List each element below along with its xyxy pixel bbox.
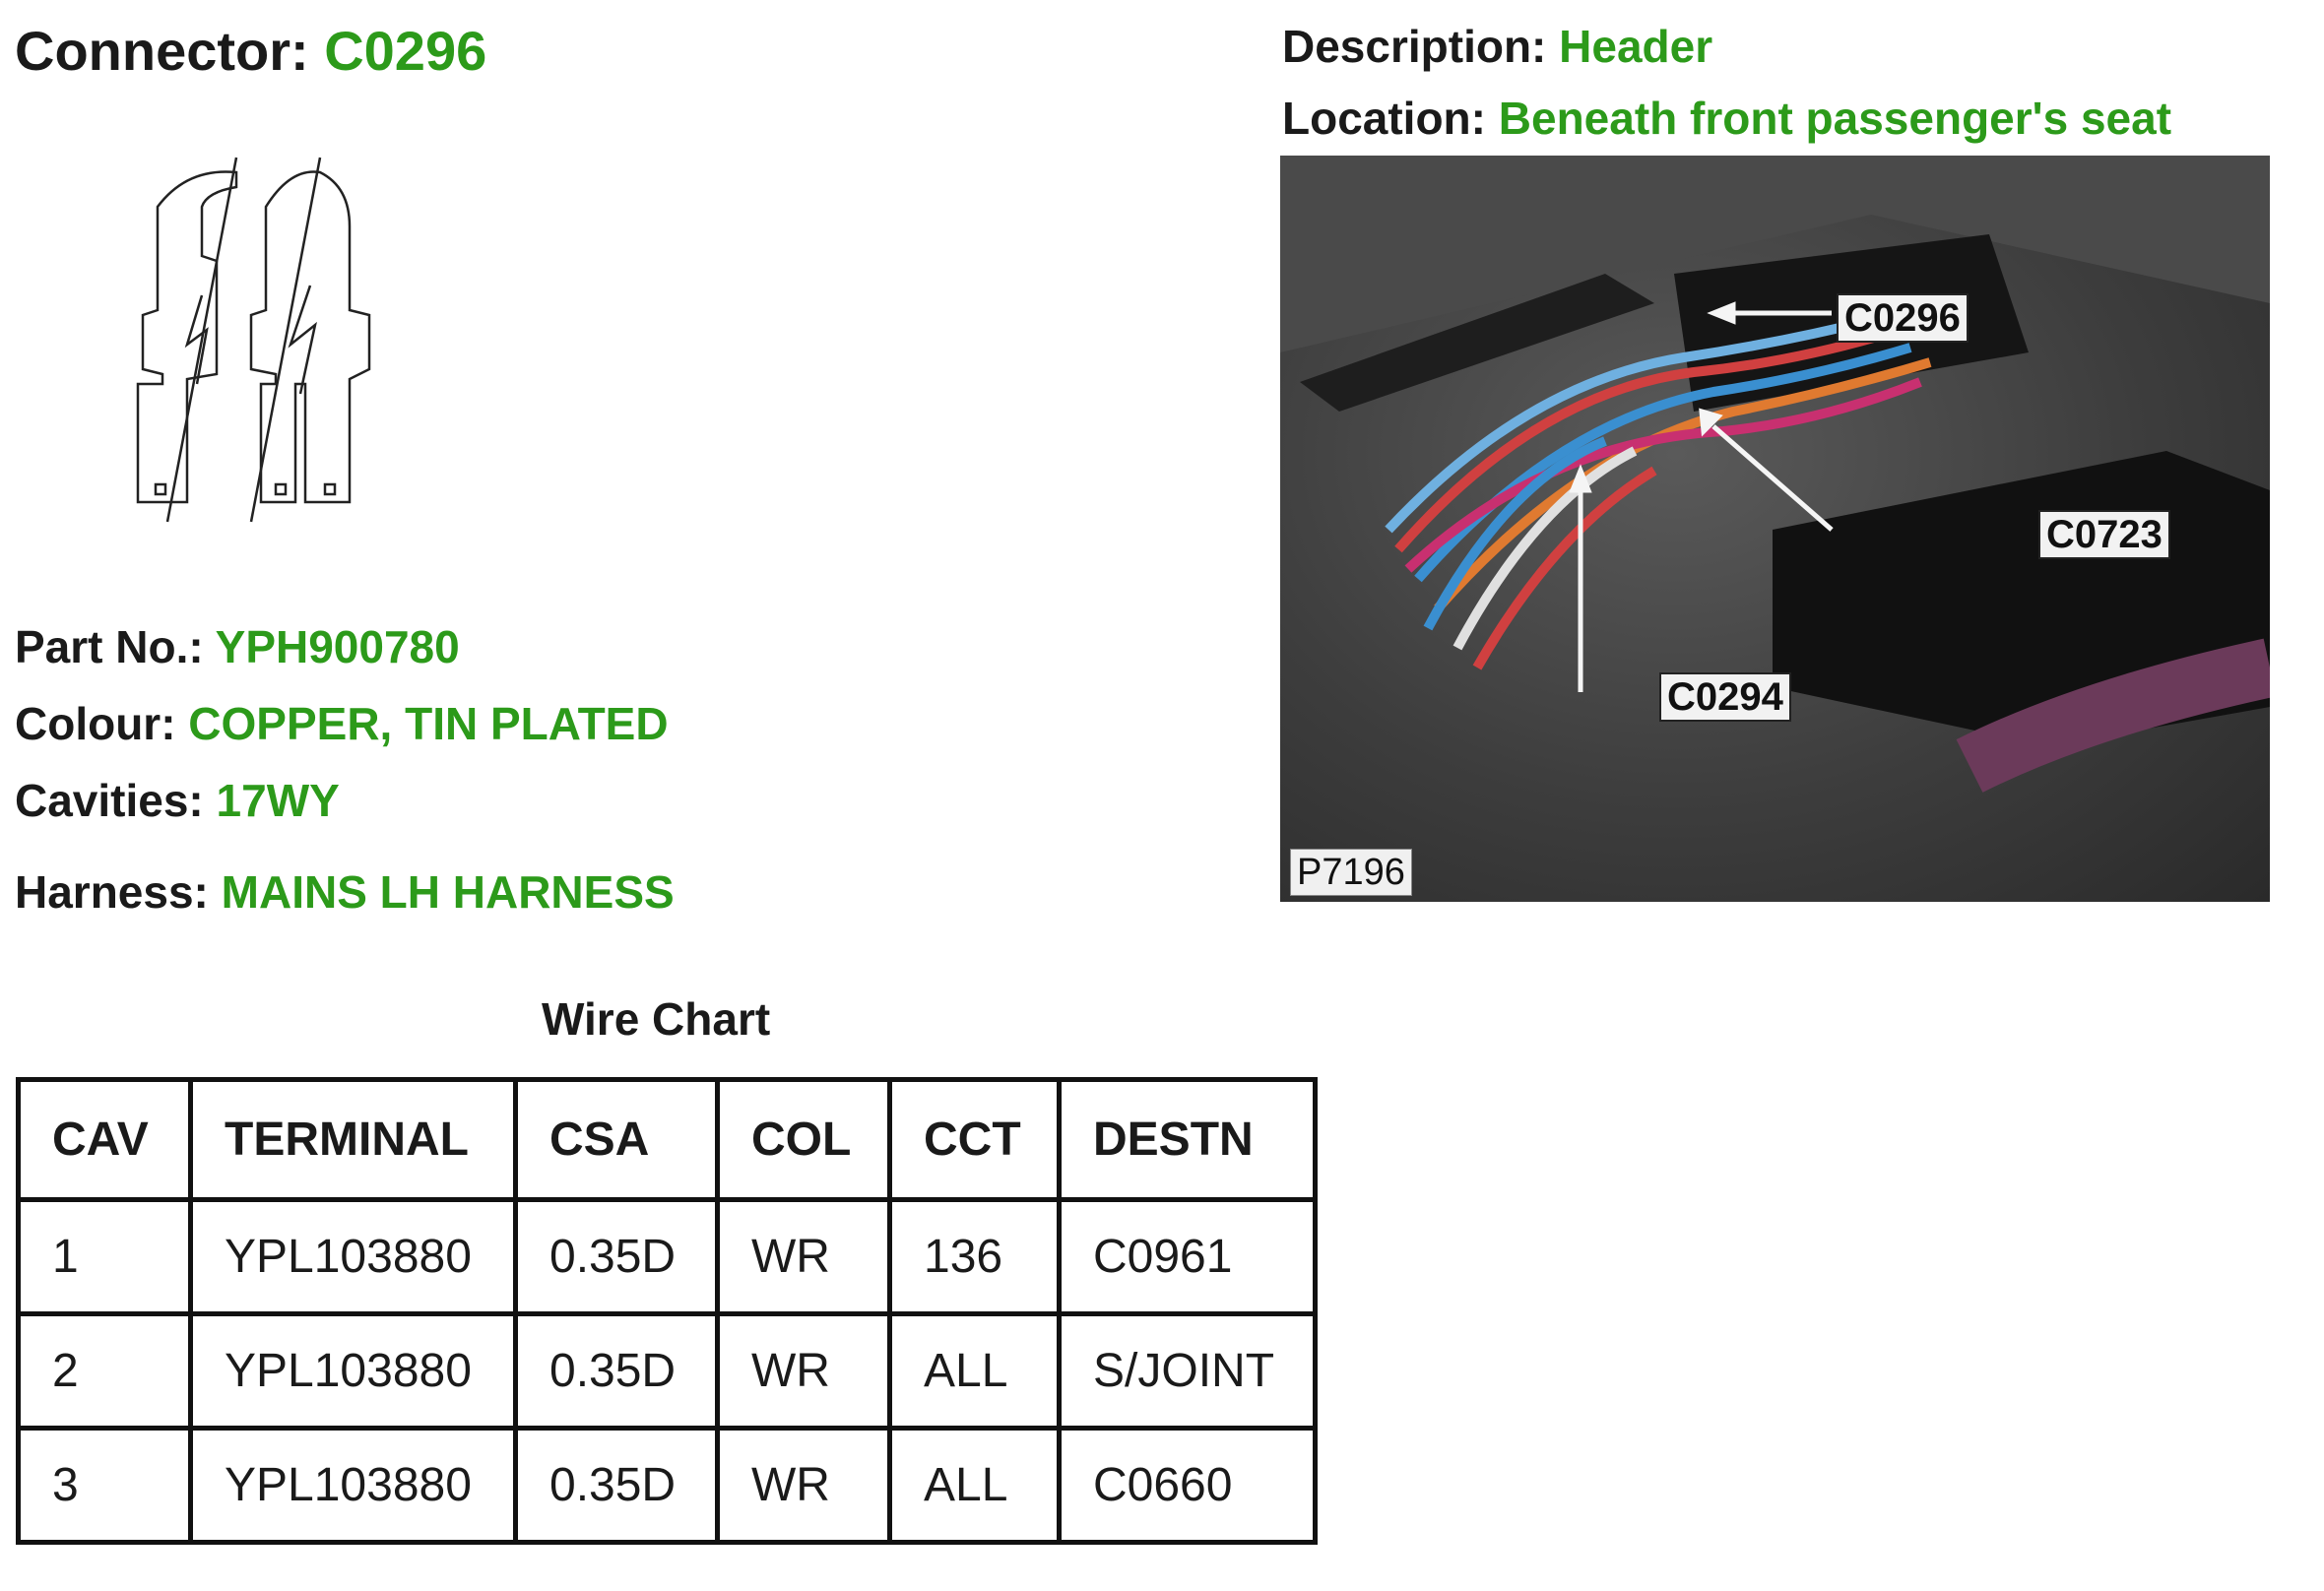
description-value: Header	[1559, 21, 1713, 72]
table-header-row	[19, 1080, 1316, 1200]
table-cell: WR	[718, 1314, 890, 1429]
location-photo	[1280, 156, 2270, 902]
table-cell: YPL103880	[191, 1429, 516, 1543]
table-cell: 0.35D	[516, 1314, 718, 1429]
table-cell: 2	[19, 1314, 191, 1429]
column-header-cct: CCT	[890, 1080, 1060, 1200]
table-row	[19, 1200, 1316, 1314]
harness-field	[15, 866, 675, 918]
table-cell: 0.35D	[516, 1200, 718, 1314]
colour-field	[15, 698, 669, 749]
table-cell: 3	[19, 1429, 191, 1543]
colour-value: COPPER, TIN PLATED	[188, 698, 669, 749]
colour-label: Colour:	[15, 698, 176, 749]
lightning-mark	[290, 286, 315, 394]
connector-field	[15, 20, 487, 82]
wire-chart-title: Wire Chart	[542, 993, 771, 1045]
table-cell: WR	[718, 1200, 890, 1314]
column-header-col: COL	[718, 1080, 890, 1200]
location-value: Beneath front passenger's seat	[1498, 93, 2172, 144]
table-cell: ALL	[890, 1314, 1060, 1429]
terminal-shape-right	[251, 171, 369, 502]
column-header-csa: CSA	[516, 1080, 718, 1200]
harness-value: MAINS LH HARNESS	[221, 866, 675, 918]
table-cell: C0660	[1060, 1429, 1316, 1543]
photo-reference-id: P7196	[1290, 849, 1412, 896]
cavities-field	[15, 775, 340, 826]
terminal-shape-left	[138, 171, 236, 502]
table-row	[19, 1314, 1316, 1429]
callout-c0296: C0296	[1837, 293, 1969, 343]
table-cell: 136	[890, 1200, 1060, 1314]
callout-c0723: C0723	[2038, 510, 2170, 559]
part-number-label: Part No.:	[15, 621, 204, 672]
cavities-label: Cavities:	[15, 775, 204, 826]
description-field	[1282, 21, 1713, 72]
table-cell: C0961	[1060, 1200, 1316, 1314]
cut-line	[251, 158, 320, 522]
location-field	[1282, 93, 2172, 144]
table-cell: WR	[718, 1429, 890, 1543]
part-number-field	[15, 621, 460, 672]
description-label: Description:	[1282, 21, 1547, 72]
column-header-destn: DESTN	[1060, 1080, 1316, 1200]
harness-label: Harness:	[15, 866, 209, 918]
terminal-diagram	[128, 148, 404, 532]
location-label: Location:	[1282, 93, 1486, 144]
connector-value: C0296	[324, 20, 487, 82]
column-header-cav: CAV	[19, 1080, 191, 1200]
arrow-c0723	[1713, 426, 1832, 530]
table-cell: YPL103880	[191, 1314, 516, 1429]
wire-chart-table	[16, 1077, 1318, 1545]
cavities-value: 17WY	[216, 775, 340, 826]
table-cell: 1	[19, 1200, 191, 1314]
column-header-terminal: TERMINAL	[191, 1080, 516, 1200]
table-cell: ALL	[890, 1429, 1060, 1543]
part-number-value: YPH900780	[215, 621, 460, 672]
connector-label: Connector:	[15, 20, 309, 82]
table-row	[19, 1429, 1316, 1543]
callout-c0294: C0294	[1659, 672, 1791, 722]
table-cell: YPL103880	[191, 1200, 516, 1314]
table-cell: S/JOINT	[1060, 1314, 1316, 1429]
table-cell: 0.35D	[516, 1429, 718, 1543]
